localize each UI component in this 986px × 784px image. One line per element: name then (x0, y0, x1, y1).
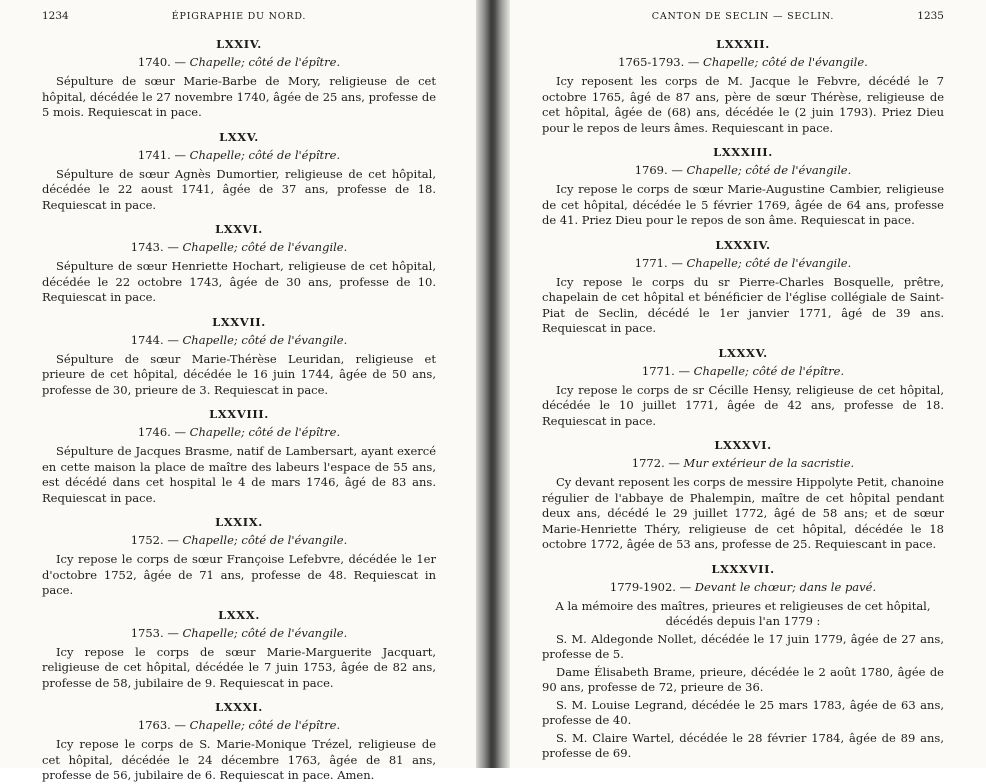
entry-location: Chapelle; côté de l'épître. (189, 425, 341, 439)
entry-numeral: LXXXVII. (711, 561, 775, 576)
entry-text: Icy repose le corps de sœur Françoise Lefebvre, décédée le 1er d'octobre 1752, âgée de 71 ans, professe de 48. Requiescat in pace. (42, 552, 436, 597)
entry-location: Mur extérieur de la sacristie. (683, 456, 855, 470)
entry-line: S. M. Claire Wartel, décédée le 28 février 1784, âgée de 89 ans, professe de 69. (542, 730, 944, 760)
entry-dateline: 1741. — Chapelle; côté de l'épître. (137, 147, 341, 162)
entry-dateline: 1779-1902. — Devant le chœur; dans le pavé. (609, 579, 877, 594)
entry-location: Chapelle; côté de l'évangile. (182, 332, 348, 347)
entry-dateline: 1771. — Chapelle; côté de l'épître. (641, 363, 845, 378)
entry-text: Icy repose le corps de sœur Marie-Marguerite Jacquart, religieuse de cet hôpital, décédée le 7 juin 1753, âgée de 82 ans, professe de 58, jubilaire de 9. Requiescat in pace. (42, 644, 436, 690)
inscription-entry (542, 36, 944, 136)
inscription-entry (42, 36, 436, 121)
entry-date: 1765-1793. (618, 55, 685, 69)
entry-date: 1779-1902. (609, 579, 676, 594)
entry-text: Icy repose le corps de sr Cécille Hensy, religieuse de cet hôpital, décédée le 10 juillet 1771, âgée de 42 ans, professe de 18. Requiescat in pace. (542, 382, 944, 428)
entry-dateline: 1772. — Mur extérieur de la sacristie. (631, 456, 855, 470)
entry-location: Chapelle; côté de l'épître. (693, 363, 845, 378)
inscription-entry (42, 129, 436, 214)
entry-numeral: LXXXI. (215, 700, 263, 714)
entry-location: Chapelle; côté de l'évangile. (182, 533, 348, 547)
left-running-head (42, 10, 436, 28)
entry-date: 1772. (631, 456, 665, 470)
entry-text: Icy reposent les corps de M. Jacque le Febvre, décédé le 7 octobre 1765, âgé de 87 ans, père de sœur Thérèse, religieuse de cet hôpital, âgée de (68) ans, décédée le (2 juin 1793). Priez Dieu pour le repos de leurs âmes. Requiescant in pace. (542, 74, 944, 135)
entry-location: Chapelle; côté de l'évangile. (686, 163, 852, 177)
right-running-head (542, 10, 944, 28)
inscription-entry (42, 221, 436, 306)
entry-location: Chapelle; côté de l'épître. (189, 55, 341, 69)
entry-numeral: LXXXIV. (715, 237, 771, 252)
entry-numeral: LXXV. (219, 129, 259, 144)
entry-text: Sépulture de Jacques Brasme, natif de Lambersart, ayant exercé en cette maison la place de maître des labeurs l'espace de 55 ans, est décédé dans cet hospital le 4 de mars 1746, âgé de 83 ans. Requiescat in pace. (42, 444, 436, 505)
entry-location: Chapelle; côté de l'évangile. (182, 240, 348, 254)
entry-text: Icy repose le corps du sr Pierre-Charles Bosquelle, prêtre, chapelain de cet hôpital et bénéficier de l'église collégiale de Saint-Piat de Seclin, décédé le 1er janvier 1771, âgé de 39 ans. Requiescat in pace. (542, 274, 944, 335)
entry-location: Chapelle; côté de l'évangile. (182, 625, 348, 640)
entry-numeral: LXXXV. (718, 345, 768, 360)
inscription-entry (42, 406, 436, 506)
entry-dateline: 1746. — Chapelle; côté de l'épître. (137, 425, 341, 439)
entry-numeral: LXXIX. (215, 515, 263, 529)
inscription-entry (542, 437, 944, 553)
entry-dateline: 1763. — Chapelle; côté de l'épître. (137, 718, 341, 732)
entry-dateline: 1752. — Chapelle; côté de l'évangile. (130, 533, 348, 547)
entry-location: Chapelle; côté de l'évangile. (703, 55, 868, 69)
entry-numeral: LXXXIII. (713, 145, 773, 159)
entry-date: 1769. (634, 163, 668, 177)
left-page (0, 0, 476, 782)
inscription-entry (42, 314, 436, 399)
inscription-entry (542, 345, 944, 430)
entry-text: Icy repose le corps de S. Marie-Monique Trézel, religieuse de cet hôpital, décédée le 24 décembre 1763, âgée de 81 ans, professe de 56, jubilaire de 6. Requiescat in pace. Amen. (42, 737, 436, 782)
entry-location: Chapelle; côté de l'évangile. (686, 255, 852, 270)
entry-location: Chapelle; côté de l'épître. (189, 718, 341, 732)
inscription-entry (42, 607, 436, 692)
right-page (510, 0, 986, 768)
entry-numeral: LXXVIII. (209, 407, 269, 421)
entry-text: Cy devant reposent les corps de messire Hippolyte Petit, chanoine régulier de l'abbaye de Phalempin, maître de cet hôpital pendant deux ans, décédé le 29 juillet 1772, âgé de 58 ans; et de sœur Marie-Henriette Théry, religieuse de cet hôpital, décédée le 18 octobre 1772, âgée de 53 ans, professe de 25. Requiescant in pace. (542, 475, 944, 551)
entry-dateline: 1740. — Chapelle; côté de l'épître. (137, 55, 341, 69)
entry-text: Sépulture de sœur Agnès Dumortier, religieuse de cet hôpital, décédée le 22 aoust 1741, âgée de 37 ans, professe de 18. Requiescat in pace. (42, 166, 436, 212)
entry-date: 1771. (634, 255, 668, 270)
entry-date: 1746. (137, 425, 171, 439)
entry-date: 1741. (137, 147, 171, 162)
left-folio: 1234 (42, 10, 69, 22)
entry-line: Dame Élisabeth Brame, prieure, décédée le 2 août 1780, âgée de 90 ans, professe de 72, prieure de 36. (542, 664, 944, 694)
entry-numeral: LXXVII. (212, 314, 266, 329)
entry-dateline: 1765-1793. — Chapelle; côté de l'évangile. (618, 55, 868, 69)
entry-date: 1753. (130, 625, 164, 640)
entry-text: Sépulture de sœur Marie-Thérèse Leuridan, religieuse et prieure de cet hôpital, décédée le 16 juin 1744, âgée de 50 ans, professe de 30, prieure de 3. Requiescat in pace. (42, 351, 436, 397)
entry-location: Devant le chœur; dans le pavé. (694, 579, 877, 594)
entry-numeral: LXXX. (218, 607, 260, 622)
entry-dateline: 1771. — Chapelle; côté de l'évangile. (634, 255, 852, 270)
entry-dateline: 1769. — Chapelle; côté de l'évangile. (634, 163, 852, 177)
entry-date: 1752. (130, 533, 164, 547)
entry-text: Icy repose le corps de sœur Marie-Augustine Cambier, religieuse de cet hôpital, décédée le 5 février 1769, âgée de 64 ans, professe de 41. Priez Dieu pour le repos de son âme. Requiescat in pace. (542, 182, 944, 227)
entry-numeral: LXXXVI. (714, 438, 772, 452)
entry-dateline: 1743. — Chapelle; côté de l'évangile. (130, 240, 348, 254)
entry-date: 1740. (137, 55, 171, 69)
entry-date: 1743. (130, 240, 164, 254)
right-folio: 1235 (917, 10, 944, 22)
entry-numeral: LXXVI. (215, 222, 263, 236)
book-gutter (476, 0, 510, 768)
inscription-entry (542, 144, 944, 229)
left-running-title: ÉPIGRAPHIE DU NORD. (171, 11, 307, 22)
entry-numeral: LXXIV. (216, 37, 262, 51)
entry-text: Sépulture de sœur Marie-Barbe de Mory, religieuse de cet hôpital, décédée le 27 novembre 1740, âgée de 25 ans, professe de 5 mois. Requiescat in pace. (42, 74, 436, 119)
entry-intro: A la mémoire des maîtres, prieures et religieuses de cet hôpital, décédés depuis l'an 1779 : (555, 598, 931, 628)
entry-date: 1771. (641, 363, 675, 378)
entry-location: Chapelle; côté de l'épître. (189, 147, 341, 162)
entry-text: Sépulture de sœur Henriette Hochart, religieuse de cet hôpital, décédée le 22 octobre 1743, âgée de 30 ans, professe de 10. Requiescat in pace. (42, 259, 436, 304)
entry-numeral: LXXXII. (716, 37, 770, 51)
inscription-entry (42, 514, 436, 599)
entry-dateline: 1744. — Chapelle; côté de l'évangile. (130, 332, 348, 347)
inscription-entry (542, 561, 944, 762)
entry-date: 1763. (137, 718, 171, 732)
entry-dateline: 1753. — Chapelle; côté de l'évangile. (130, 625, 348, 640)
inscription-entry (542, 237, 944, 337)
right-running-title: CANTON DE SECLIN — SECLIN. (651, 11, 835, 22)
inscription-entry (42, 699, 436, 784)
entry-line: S. M. Aldegonde Nollet, décédée le 17 juin 1779, âgée de 27 ans, professe de 5. (542, 631, 944, 661)
entry-line: S. M. Louise Legrand, décédée le 25 mars 1783, âgée de 63 ans, professe de 40. (542, 697, 944, 727)
entry-date: 1744. (130, 332, 164, 347)
